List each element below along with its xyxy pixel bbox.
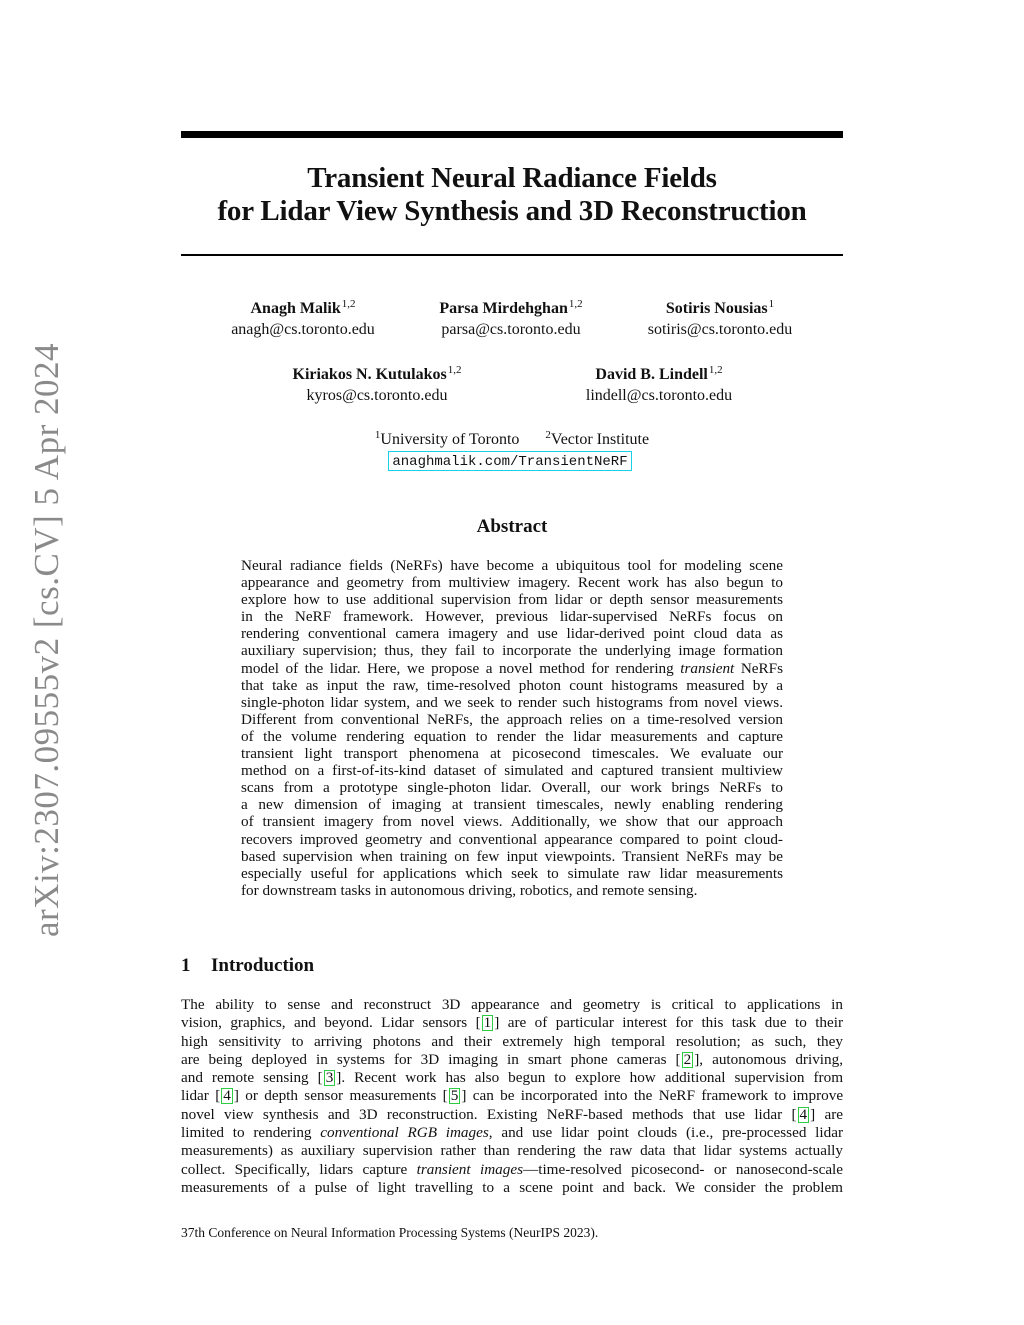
abstract-line: scans from a prototype single-photon lidar. Overall, our work brings NeRFs to [241,779,783,797]
emphasis-text: transient [680,659,735,677]
abstract-text: NeRFs [740,659,784,677]
affil-university: University of Toronto [380,431,520,448]
citation-number[interactable]: 2 [683,1050,692,1068]
section-title: Introduction [211,955,315,976]
abstract-line: single-photon lidar system, and we seek to render such histograms from novel views. [241,693,783,711]
title-line-1: Transient Neural Radiance Fields [307,162,717,194]
intro-line [181,1069,843,1087]
intro-line [181,1124,843,1142]
author-block [292,365,461,406]
intro-line: high sensitivity to arriving photons and their extremely high temporal resolution; as such, they [181,1032,843,1050]
affil-institute: Vector Institute [550,431,650,448]
intro-text: limited to rendering [181,1124,312,1142]
author-block [231,299,375,340]
author-affil-mark: 1,2 [568,298,583,310]
intro-line [181,1014,843,1032]
author-email: parsa@cs.toronto.edu [441,321,581,338]
abstract-heading: Abstract [476,516,548,537]
introduction-body [181,996,843,1197]
intro-text: . Recent work has also begun to explore how additional supervision from [341,1069,844,1087]
intro-text: are [824,1105,844,1123]
intro-text: novel view synthesis and 3D reconstruction. Existing NeRF-based methods that use lidar [181,1105,783,1123]
citation-number[interactable]: 4 [799,1105,808,1123]
intro-text: lidar [181,1087,209,1105]
abstract-line: of the volume rendering equation to render the lidar measurements and capture [241,727,783,745]
affil-mark: 1 [374,429,381,441]
intro-text: collect. Specifically, lidars capture [181,1160,408,1178]
citation-number[interactable]: 4 [223,1087,231,1105]
title-rule-bottom [181,254,843,256]
intro-line [181,1161,843,1179]
intro-line [181,1087,843,1105]
citation-number[interactable]: 3 [325,1069,334,1087]
author-name: Kiriakos N. Kutulakos [292,366,447,383]
abstract-line: explore how to use additional supervision from lidar or depth sensor measurements [241,591,783,609]
citation-link[interactable]: [ 3 ]. Recent work has also begun to explore how additional supervision from [317,1069,844,1087]
intro-text: are of particular interest for this task due to their [507,1014,844,1032]
abstract-line [241,660,783,677]
citation-link[interactable]: [ 4 ] [791,1105,816,1123]
emphasis-text: transient images [416,1160,524,1178]
author-name: Sotiris Nousias [665,300,768,317]
abstract-line: appearance and geometry from multiview imagery. Recent work has also begun to [241,574,783,592]
author-affil-mark: 1,2 [341,298,356,310]
abstract-line: for downstream tasks in autonomous driving, robotics, and remote sensing. [241,881,698,899]
conference-footnote: 37th Conference on Neural Information Processing Systems (NeurIPS 2023). [181,1225,599,1240]
intro-text: or depth sensor measurements [245,1087,437,1105]
author-affil-mark: 1 [768,298,775,310]
intro-text: and remote sensing [181,1069,309,1087]
author-name: Parsa Mirdehghan [439,300,568,317]
abstract-text: model of the lidar. Here, we propose a novel method for rendering [241,659,674,677]
abstract-line: Different from conventional NeRFs, the approach relies on a time-resolved version [241,710,783,728]
citation-number[interactable]: 5 [450,1087,459,1105]
author-block [586,365,732,406]
section-heading-introduction [181,955,314,977]
abstract-line: transient light transport phenomena at picosecond timescales. We evaluate our [241,745,783,763]
author-email: lindell@cs.toronto.edu [585,387,733,404]
abstract-line: Neural radiance fields (NeRFs) have become a ubiquitous tool for modeling scene [241,557,783,574]
abstract-line: recovers improved geometry and conventional appearance compared to point cloud- [241,830,783,848]
citation-link[interactable]: [ 5 ] [442,1087,467,1105]
abstract-line: of transient imagery from novel views. Additionally, we show that our approach [241,813,783,831]
author-name: David B. Lindell [595,366,708,383]
emphasis-text: conventional RGB images [320,1124,489,1142]
abstract-line: auxiliary supervision; thus, they fail to incorporate the underlying image formation [241,642,783,660]
intro-text: —time-resolved picosecond- or nanosecond-scale [523,1160,844,1178]
author-affil-mark: 1,2 [447,364,462,376]
abstract-line: that take as input the raw, time-resolved photon count histograms measured by a [241,676,783,694]
abstract-line: especially useful for applications which seek to simulate raw lidar measurements [241,864,783,882]
abstract-line: a new dimension of imaging at transient timescales, newly enabling rendering [241,796,783,814]
intro-line [181,1106,843,1124]
paper-title [181,162,843,228]
citation-link[interactable]: [ 4 ] [215,1087,239,1105]
author-block [439,299,582,340]
abstract-line: in the NeRF framework. However, previous lidar-supervised NeRFs focus on [241,608,783,626]
intro-text: vision, graphics, and beyond. Lidar sensors [181,1014,468,1032]
intro-text: are being deployed in systems for 3D imaging in smart phone cameras [181,1050,667,1068]
author-block [648,299,793,340]
affiliations [0,430,1024,451]
author-affil-mark: 1,2 [708,364,723,376]
intro-text: , and use lidar point clouds (i.e., pre-processed lidar [488,1124,844,1142]
intro-text: can be incorporated into the NeRF framework to improve [472,1087,844,1105]
abstract-line: rendering conventional camera imagery and use lidar-derived point cloud data as [241,625,783,643]
abstract-line: method on a first-of-its-kind dataset of simulated and captured transient multiview [241,762,783,780]
intro-text: , autonomous driving, [699,1050,844,1068]
title-line-2: for Lidar View Synthesis and 3D Reconstruction [217,195,807,227]
intro-line: measurements of a pulse of light travelling to a scene point and back. We consider the problem [181,1178,843,1196]
intro-line: measurements) as auxiliary supervision rather than rendering the raw data that lidar systems actually [181,1142,843,1160]
author-email: anagh@cs.toronto.edu [231,321,375,338]
affil-mark: 2 [545,429,551,441]
author-email: sotiris@cs.toronto.edu [647,321,793,338]
abstract-line: based supervision when training on few input viewpoints. Transient NeRFs may be [241,847,783,865]
abstract-body [241,557,783,899]
intro-line: The ability to sense and reconstruct 3D appearance and geometry is critical to applications in [181,996,843,1013]
arxiv-stamp: arXiv:2307.09555v2 [cs.CV] 5 Apr 2024 [27,342,66,938]
section-number: 1 [181,955,191,976]
citation-number[interactable]: 1 [483,1014,492,1032]
project-url-link[interactable]: anaghmalik.com/TransientNeRF [388,451,632,471]
intro-line [181,1051,843,1069]
citation-link[interactable]: [ 2 ], autonomous driving, [675,1050,844,1068]
citation-link[interactable]: [ 1 ] [475,1014,500,1032]
title-rule-top [181,131,843,138]
author-name: Anagh Malik [250,300,341,317]
author-email: kyros@cs.toronto.edu [306,387,448,404]
